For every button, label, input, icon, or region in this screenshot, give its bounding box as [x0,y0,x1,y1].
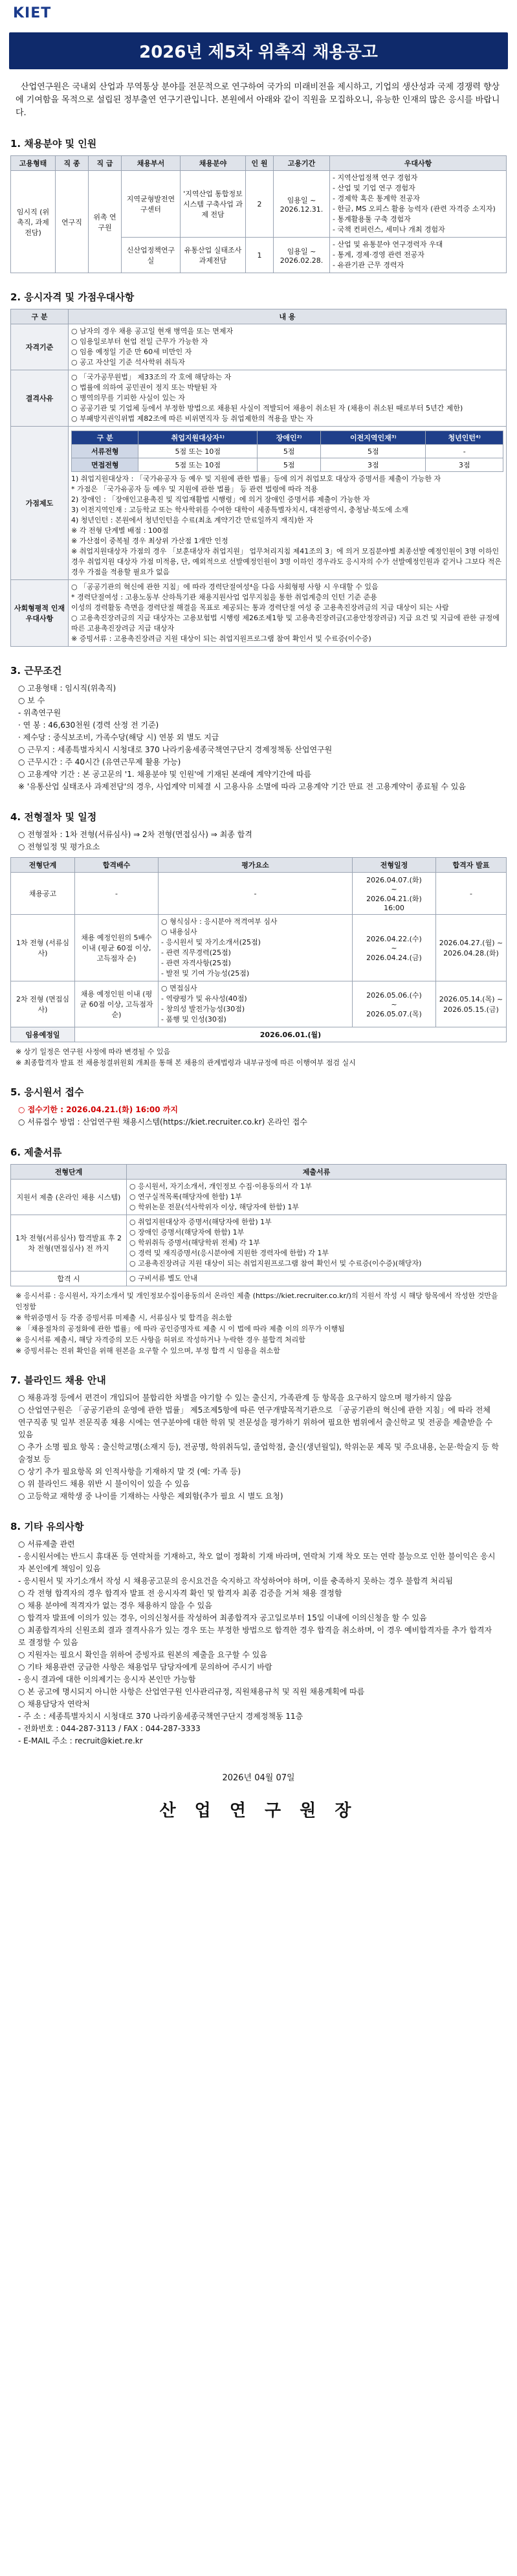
bonus-note: ※ 취업지원대상자 가점의 경우 「보훈대상자 취업지원」 업무처리지침 제41조의 3」에 의거 모집분야별 최종선발 예정인원이 3명 이하인 경우 취업지원 대상자 가점 미적용, 단, 예외적으로 선발예정인원이 3명 이하인 경우라도 응시자의 수가 선발예정인원과 같거나 그보다 적은 경우 가점을 적용할 필요가 없음 [71,547,501,576]
table-cell: 5점 또는 10점 [138,445,258,458]
table-row [11,1215,507,1271]
blind-hiring-info [18,1392,499,1503]
other-item: ○ 본 공고에 명시되지 아니한 사항은 산업연구원 인사관리규정, 직원채용규칙 및 직원 채용계획에 따름 [18,1687,365,1696]
application-period [18,1104,499,1116]
other-item: - 전화번호 : 044-287-3113 / FAX : 044-287-3333 [18,1724,201,1733]
condition-item: ※ '유통산업 실태조사 과제전담'의 경우, 사업계약 미체결 시 고용사유 소멸에 따라 고용계약 기간 만료 전 고용계약이 종료될 수 있음 [18,782,466,791]
period-cell: 임용일 ~ 2026.12.31. [274,171,330,238]
documents-note: ※ 응시서류 제출시, 해당 자격증의 모든 사항을 허위로 작성하거나 누락한 경우 불합격 처리함 [16,1336,305,1344]
doc-item: ○ 고용촉진장려금 지원 대상이 되는 취업지원프로그램 참여 확인서 및 수료증(이수증)(해당자) [129,1259,422,1268]
factor-item: - 품행 및 인성(30점) [161,1015,226,1024]
col-header: 고용기간 [274,156,330,171]
col-header: 구 분 [72,431,138,445]
dept-cell: 지역균형발전연구센터 [122,171,181,238]
social-item: ○ 고용촉진장려금의 지급 대상자는 고용보험법 시행령 제26조제1항 및 고용촉진장려금(고용안정장려금) 지급 요건 및 지급에 관한 규정에 따른 고용촉진장려금 지급 대상자 [71,614,500,633]
section-1-title: 1. 채용분야 및 인원 [10,138,97,150]
pref-item: - 유관기관 근무 경력자 [333,261,404,269]
col-header: 이전지역인재³⁾ [321,431,426,445]
bonus-note: 2) 장애인 : 「장애인고용촉진 및 직업재활법 시행령」에 의거 장애인 증명서류 제출이 가능한 자 [71,495,370,504]
qual-item: ○ 임용 예정일 기준 만 60세 미만인 자 [71,348,192,356]
factor-item: ○ 면접심사 [161,984,197,992]
col-header: 내 용 [69,309,507,324]
table-row [11,1180,507,1215]
col-header: 구 분 [11,309,69,324]
other-item: ○ 지원자는 필요시 확인을 위하여 증빙자료 원본의 제출을 요구할 수 있음 [18,1650,267,1659]
schedule-line: 2026.04.24.(금) [366,953,422,962]
disq-item: ○ 병역의무를 기피한 사실이 있는 자 [71,394,185,402]
blind-item: ○ 추가 소명 필요 항목 : 출신학교명(소재지 등), 전공명, 학위취득일, 졸업학점, 출신(생년월일), 학위논문 제목 및 주요내용, 논문·학술지 등 학술정보 등 [18,1442,499,1464]
factors-cell [159,873,353,915]
schedule-notes [16,1046,501,1068]
field-cell: '지역산업 통합정보시스템 구축사업 과제 전담 [181,171,246,238]
table-row [11,873,507,915]
docs-cell [127,1215,507,1271]
period-value: 2026.04.21.(화) 16:00 까지 [66,1105,178,1114]
bonus-note: ※ 가산점이 중복될 경우 최상위 가산점 1개만 인정 [71,537,228,545]
documents-note: ※ 응시서류 : 응시원서, 자기소개서 및 개인정보수집이용동의서 온라인 제출 (https://kiet.recruiter.co.kr/)의 지원서 작성 시 해당 항목에서 작성한 것만을 인정함 [16,1292,498,1311]
table-cell: 3점 [321,458,426,472]
pref-item: - 산업 및 유통분야 연구경력자 우대 [333,240,443,249]
other-item: - 주 소 : 세종특별자치시 시청대로 370 나라키움세종국책연구단지 경제정책동 11층 [18,1712,303,1721]
schedule-line: 2026.05.07.(목) [366,1009,422,1018]
bonus-note: 3) 이전지역인재 : 고등학교 또는 학사학위를 수여한 대학이 세종특별자치시, 대전광역시, 충청남·북도에 소재 [71,506,408,514]
blind-item: ○ 산업연구원은 「공공기관의 운영에 관한 법률」 제5조제5항에 따른 연구개발목적기관으로 「공공기관의 혁신에 관한 지침」에 따라 전체 연구직종 및 일부 전문직종 채용 시에는 연구분야에 대한 학위 및 전문성을 평가하기 위하여 필요한 범위에서 출신학교 및 전공을 제출받을 수 있음 [18,1406,493,1439]
emp-type-cell: 임시직 (위촉직, 과제전담) [11,171,56,273]
table-row [11,370,507,427]
condition-item: · 제수당 : 중식보조비, 가족수당(해당 시) 연봉 외 별도 지급 [18,733,219,742]
intro-paragraph: 산업연구원은 국내외 산업과 무역통상 분야를 전문적으로 연구하여 국가의 미래비전을 제시하고, 기업의 생산성과 국제 경쟁력 향상에 기여함을 목적으로 설립된 정부출연 연구기관입니다. 본원에서 아래와 같이 직원을 모집하오니, 유능한 인재의 많은 응시를 바랍니다. [16,82,500,118]
schedule-cell [353,873,436,915]
col-header: 고용형태 [11,156,56,171]
prefs-cell [330,238,507,273]
condition-item: ○ 고용형태 : 임시직(위촉직) [18,684,116,693]
disq-item: ○ 공공기관 및 기업체 등에서 부정한 방법으로 채용된 사실이 적발되어 채용이 취소된 자 (채용이 취소된 때로부터 5년간 제한) [71,404,463,412]
prefs-cell [330,171,507,238]
row-label: 가점제도 [11,427,69,580]
result-cell: 2026.04.27.(월) ~ 2026.04.28.(화) [436,915,507,981]
social-item: 이성의 경력활동 측면을 경력단절 해결을 목표로 제공되는 통과 경력단절 여성 중 고용촉진장려금의 지급 대상이 되는 사람 [71,603,449,612]
bonus-note: 1) 취업지원대상자 : 「국가유공자 등 예우 및 지원에 관한 법률」등에 의거 취업보호 대상자 증명서를 제출이 가능한 자 [71,475,441,483]
pref-item: - 한글, MS 오피스 활용 능력자 (관련 자격증 소지자) [333,205,496,213]
col-header: 합격자 발표 [436,858,507,873]
table-row [11,427,507,580]
start-date-value: 2026.06.01.(월) [75,1027,507,1042]
result-cell: 2026.05.14.(목) ~ 2026.05.15.(금) [436,981,507,1027]
other-item: - 응시 결과에 대한 이의제기는 응시자 본인만 가능함 [18,1675,196,1684]
doc-item: ○ 학위취득 증명서(해당학위 전체) 각 1부 [129,1238,261,1247]
pref-item: - 경제학 혹은 통계학 전공자 [333,194,420,203]
bonus-note: ※ 각 전형 단계별 배점 : 100점 [71,526,169,535]
job-grade-cell: 위촉 연구원 [89,171,122,273]
table-cell: - [426,445,503,458]
documents-note: ※ 증빙서류는 진위 확인을 위해 원본을 요구할 수 있으며, 부정 합격 시 임용을 취소함 [16,1347,280,1355]
docs-cell [127,1271,507,1286]
kiet-logo: KIET [13,5,52,21]
schedule-line: ~ [391,943,397,952]
period-label: ○ 접수기한 : [18,1105,67,1114]
row-label: 결격사유 [11,370,69,427]
section-6-title: 6. 제출서류 [10,1147,62,1158]
col-header: 직 종 [56,156,89,171]
schedule-line: 2026.05.06.(수) [366,991,422,1000]
other-item: ○ 합격자 발표에 이의가 있는 경우, 이의신청서를 작성하여 최종합격자 공고일로부터 15일 이내에 이의신청을 할 수 있음 [18,1613,427,1622]
stage-cell: 채용공고 [11,873,75,915]
factors-cell [159,915,353,981]
schedule-cell [353,981,436,1027]
col-header: 전형단계 [11,858,75,873]
documents-table [10,1164,507,1286]
ratio-cell: 채용 예정인원 이내 (평균 60점 이상, 고득점자 순) [75,981,159,1027]
factor-item: - 발전 및 기여 가능성(25점) [161,969,250,978]
col-header: 채용부서 [122,156,181,171]
documents-header-row [11,1165,507,1180]
section-3-title: 3. 근무조건 [10,665,62,677]
factor-item: - 응시원서 및 자기소개서(25점) [161,938,261,946]
factor-item: ○ 내용심사 [161,928,197,936]
disq-item: ○ 부패방지권익위법 제82조에 따른 비위면직자 등 취업제한의 적용을 받는 자 [71,414,313,423]
pref-item: - 지역산업정책 연구 경험자 [333,174,418,182]
stage-cell: 합격 시 [11,1271,127,1286]
factors-cell [159,981,353,1027]
col-header: 우대사항 [330,156,507,171]
doc-item: ○ 학위논문 전문(석사학위자 이상, 해당자에 한함) 1부 [129,1203,300,1211]
qualification-table [10,309,507,647]
condition-item: ○ 근무지 : 세종특별자치시 시청대로 370 나라키움세종국책연구단지 경제정책동 산업연구원 [18,745,333,754]
procedure-item: ○ 전형절차 : 1차 전형(서류심사) ⇒ 2차 전형(면접심사) ⇒ 최종 합격 [18,830,252,839]
section-4-title: 4. 전형절차 및 일정 [10,811,97,823]
stage-cell: 2차 전형 (면접심사) [11,981,75,1027]
job-kind-cell: 연구직 [56,171,89,273]
other-item: ○ 채용담당자 연락처 [18,1699,90,1708]
condition-item: ○ 고용계약 기간 : 본 공고문의 '1. 채용분야 및 인원'에 기재된 본래에 계약기간에 따름 [18,770,312,779]
qual-cell [69,324,507,370]
col-header: 청년인턴⁴⁾ [426,431,503,445]
bonus-note: * 가점은 「국가유공자 등 예우 및 지원에 관한 법률」 등 관련 법령에 따라 적용 [71,485,318,493]
application-method[interactable]: ○ 서류접수 방법 : 산업연구원 채용시스템(https://kiet.recruiter.co.kr) 온라인 접수 [18,1117,307,1126]
schedule-table [10,857,507,1042]
work-conditions [18,682,499,793]
qual-item: ○ 공고 자산일 기준 석사학위 취득자 [71,358,185,366]
table-cell: 서류전형 [72,445,138,458]
stage-cell: 1차 전형 (서류심사) [11,915,75,981]
factor-item: - [254,889,257,898]
col-header: 전형단계 [11,1165,127,1180]
other-notes [18,1538,499,1747]
other-item: ○ 최종합격자의 신원조회 결과 결격사유가 있는 경우 또는 부정한 방법으로 합격한 경우 합격을 취소하며, 이 경우 예비합격자를 추가 합격자로 결정할 수 있음 [18,1626,492,1647]
factor-item: - 관련 직무경력(25점) [161,948,231,957]
result-cell: - [436,873,507,915]
positions-table [10,155,507,273]
documents-notes [16,1290,501,1356]
social-item: ※ 증빙서류 : 고용촉진장려금 지원 대상이 되는 취업지원프로그램 참여 확인서 및 수료증(이수증) [71,634,371,643]
table-cell: 5점 [258,458,321,472]
schedule-note: ※ 최종합격자 발표 전 채용청결위원회 개최를 통해 본 채용의 관계법령과 내부규정에 따른 이행여부 점검 실시 [16,1058,356,1067]
application-info [18,1104,499,1128]
factor-item: - 역량평가 및 유사성(40점) [161,994,247,1003]
page-title: 2026년 제5차 위촉직 채용공고 [9,32,508,69]
table-row [11,171,507,238]
table-row [11,580,507,647]
table-cell: 5점 [258,445,321,458]
col-header: 합격배수 [75,858,159,873]
documents-note: ※ 「채용절차의 공정화에 관한 법률」에 따라 공인증명자료 제출 시 이 법에 따라 제출 이의 의무가 이행됨 [16,1325,345,1333]
blind-item: ○ 위 블라인드 채용 위반 시 불이익이 있을 수 있음 [18,1479,190,1488]
col-header: 취업지원대상자¹⁾ [138,431,258,445]
ratio-cell: - [75,873,159,915]
other-item: ○ 기타 채용관련 궁금한 사항은 채용업무 담당자에게 문의하여 주시기 바람 [18,1663,272,1672]
docs-cell [127,1180,507,1215]
pref-item: - 산업 및 기업 연구 경험자 [333,184,415,192]
disq-item: ○ 「국가공무원법」 제33조의 각 호에 해당하는 자 [71,373,232,381]
qual-item: ○ 남자의 경우 채용 공고일 현재 병역을 또는 면제자 [71,327,234,335]
table-row [72,458,503,472]
section-7-title: 7. 블라인드 채용 안내 [10,1374,106,1386]
schedule-cell [353,915,436,981]
schedule-note: ※ 상기 일정은 연구원 사정에 따라 변경될 수 있음 [16,1047,171,1056]
pref-item: - 국책 컨퍼런스, 세미나 개최 경험자 [333,225,445,234]
table-cell: 5점 또는 10점 [138,458,258,472]
period-cell: 임용일 ~ 2026.02.28. [274,238,330,273]
blind-item: ○ 채용과정 등에서 편견이 개입되어 불합리한 차별을 야기할 수 있는 출신지, 가족관계 등 항목을 요구하지 않으며 평가하지 않음 [18,1393,452,1402]
col-header: 인 원 [246,156,274,171]
blind-item: ○ 고등학교 재학생 중 나이를 기재하는 사항은 제외함(추가 필요 시 별도 요청) [18,1492,283,1501]
doc-item: ○ 경력 및 재직증명서(응시분야에 지원한 경력자에 한함) 각 1부 [129,1249,329,1257]
procedure-item: ○ 전형일정 및 평가요소 [18,842,100,851]
table-row [11,1271,507,1286]
announcement-date: 2026년 04월 07일 [222,1773,295,1783]
blind-item: ○ 상기 추가 필요항목 외 인적사항을 기재하지 말 것 (예: 가족 등) [18,1467,241,1476]
col-header: 제출서류 [127,1165,507,1180]
contact-email[interactable]: - E-MAIL 주소 : recruit@kiet.re.kr [18,1736,143,1745]
qualification-header-row [11,309,507,324]
ratio-cell: 채용 예정인원의 5배수 이내 (평균 60점 이상, 고득점자 순) [75,915,159,981]
factor-item: - 창의성 발전가능성(30점) [161,1005,245,1013]
schedule-line: 2026.04.21.(화) 16:00 [366,895,422,912]
table-cell: 3점 [426,458,503,472]
row-label: 자격기준 [11,324,69,370]
table-row [11,324,507,370]
doc-item: ○ 구비서류 별도 안내 [129,1274,198,1282]
other-item: - 응시원서 및 자기소개서 작성 시 채용공고문의 응시요건을 숙지하고 작성하여야 하며, 이를 충족하지 못하는 경우 불합격 처리됨 [18,1576,453,1585]
factor-item: ○ 형식심사 : 응시분야 적격여부 심사 [161,917,278,926]
signature-line: 산 업 연 구 원 장 [159,1801,358,1820]
disq-cell [69,370,507,427]
social-item: * 경력단절여성 : 고용노동부 산하특기관 채용지원사업 업무지침을 통한 취업계층의 인턴 기준 준용 [71,593,377,601]
condition-item: - 위촉연구원 [18,708,61,717]
table-row [11,981,507,1027]
pref-item: - 통계, 경제·경영 관련 전공자 [333,251,424,259]
social-item: ○ 「공공기관의 혁신에 관한 지침」에 따라 경력단절여성⁴을 다음 사회형평 사항 시 우대할 수 있음 [71,583,379,591]
stage-cell: 지원서 제출 (온라인 채용 시스템) [11,1180,127,1215]
col-header: 채용분야 [181,156,246,171]
other-item: ○ 서류제출 관련 [18,1540,75,1549]
doc-item: ○ 응시원서, 자기소개서, 개인정보 수집·이용동의서 각 1부 [129,1182,312,1191]
doc-item: ○ 장애인 증명서(해당자에 한함) 1부 [129,1228,245,1237]
field-cell: 유통산업 실태조사 과제전담 [181,238,246,273]
schedule-line: 2026.04.07.(화) [366,876,422,884]
disq-item: ○ 법률에 의하여 공민권이 정지 또는 박탈된 자 [71,383,217,392]
documents-note: ※ 학위증명서 등 각종 증빙서류 미제출 시, 서류심사 및 합격을 취소함 [16,1314,232,1322]
count-cell: 2 [246,171,274,238]
bonus-points-table [71,431,503,472]
logo-bar [0,0,517,26]
qual-item: ○ 임용일로부터 현업 전일 근무가 가능한 자 [71,337,208,346]
schedule-line: ~ [391,1000,397,1009]
bonus-header-row [72,431,503,445]
doc-item: ○ 연구실적목록(해당자에 한함) 1부 [129,1193,242,1201]
other-item: ○ 각 전형 합격자의 경우 합격자 발표 전 응시자격 확인 및 합격자 최종 검증을 거쳐 채용 결정함 [18,1589,342,1598]
bonus-note: 4) 청년인턴 : 본원에서 청년인턴을 수료(최초 계약기간 만료일까지 재직)한 자 [71,516,313,524]
condition-item: ○ 근무시간 : 주 40시간 (유연근무제 활용 가능) [18,757,181,767]
doc-item: ○ 취업지원대상자 증명서(해당자에 한함) 1부 [129,1218,272,1226]
start-date-label: 임용예정일 [11,1027,75,1042]
count-cell: 1 [246,238,274,273]
positions-header-row [11,156,507,171]
schedule-header-row [11,858,507,873]
table-row [72,445,503,458]
col-header: 전형일정 [353,858,436,873]
table-row [11,915,507,981]
section-5-title: 5. 응시원서 접수 [10,1086,84,1098]
col-header: 직 급 [89,156,122,171]
table-row [11,1027,507,1042]
bonus-cell [69,427,507,580]
pref-item: - 통계활용툴 구축 경험자 [333,215,411,223]
other-item: - 응시원서에는 반드시 휴대폰 등 연락처를 기재하고, 착오 없이 정확히 기재 바라며, 연락처 기재 착오 또는 연락 불능으로 인한 불이익은 응시자 본인에게 책임이 있음 [18,1552,496,1573]
condition-item: ○ 보 수 [18,696,45,705]
section-2-title: 2. 응시자격 및 가점우대사항 [10,291,135,303]
condition-item: · 연 봉 : 46,630천원 (경력 산정 전 기준) [18,721,159,730]
factor-item: - 관련 자격사항(25점) [161,959,231,967]
social-cell [69,580,507,647]
row-label: 사회형평적 인재 우대사항 [11,580,69,647]
table-cell: 면접전형 [72,458,138,472]
section-8-title: 8. 기타 유의사항 [10,1521,84,1532]
stage-cell: 1차 전형(서류심사) 합격발표 후 2차 전형(면접심사) 전 까지 [11,1215,127,1271]
dept-cell: 신산업정책연구실 [122,238,181,273]
col-header: 평가요소 [159,858,353,873]
other-item: ○ 채용 분야에 적격자가 없는 경우 채용하지 않을 수 있음 [18,1601,212,1610]
procedure-intro [18,829,499,853]
schedule-line: 2026.04.22.(수) [366,934,422,943]
col-header: 장애인²⁾ [258,431,321,445]
table-cell: 5점 [321,445,426,458]
schedule-line: ~ [391,885,397,893]
